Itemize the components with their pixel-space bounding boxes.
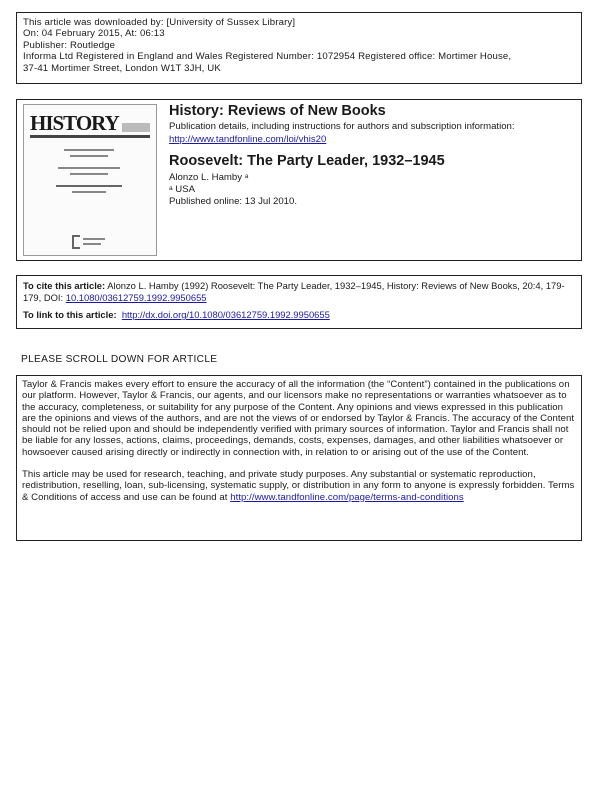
- journal-title: History: Reviews of New Books: [169, 103, 386, 119]
- author-name: Alonzo L. Hamby: [169, 172, 243, 183]
- journal-article-box: [16, 99, 582, 261]
- cover-text-line: [70, 155, 108, 157]
- disclaimer-paragraph: Taylor & Francis makes every effort to ensure the accuracy of all the information (the “Content”) contained in the publications on our platform. However, Taylor & Francis, our agents, and our licensors make no representations or warranties whatsoever as to the accuracy, completeness, or suitability for any purpose of the Content. Any opinions and views expressed in this publication are the opinions and views of the authors, and are not the views of or endorsed by Taylor & Francis. The accuracy of the Content should not be relied upon and should be independently verified with primary sources of information. Taylor and Francis shall not be liable for any losses, actions, claims, proceedings, demands, costs, expenses, damages, and other liabilities whatsoever or howsoever caused arising directly or indirectly in connection with, in relation to or arising out of the use of the Content.: [22, 379, 575, 458]
- citation-box: [16, 275, 582, 329]
- cover-text-line: [64, 149, 114, 151]
- cite-label: To cite this article:: [23, 280, 106, 291]
- cover-text-line: [56, 185, 122, 187]
- link-label: To link to this article:: [23, 309, 117, 320]
- cover-text-line: [72, 191, 106, 193]
- journal-url-link[interactable]: http://www.tandfonline.com/loi/vhis20: [169, 133, 327, 145]
- article-doi-url-link[interactable]: http://dx.doi.org/10.1080/03612759.1992.9950655: [121, 309, 330, 320]
- cover-logo-accent: [122, 123, 150, 132]
- article-author: [169, 172, 579, 184]
- journal-cover-image: [23, 104, 157, 256]
- download-line: This article was downloaded by: [University of Sussex Library]: [23, 17, 296, 28]
- cover-text-line: [58, 167, 120, 169]
- cite-paragraph: [23, 280, 575, 304]
- published-date: Published online: 13 Jul 2010.: [169, 196, 298, 207]
- affiliation-marker: a: [169, 185, 173, 192]
- article-title: Roosevelt: The Party Leader, 1932–1945: [169, 153, 445, 169]
- download-line: Informa Ltd Registered in England and Wales Registered Number: 1072954 Registered office: Mortimer House,: [23, 51, 512, 63]
- download-line: 37-41 Mortimer Street, London W1T 3JH, UK: [23, 62, 221, 74]
- download-line: Publisher: Routledge: [23, 39, 116, 51]
- usage-text: This article may be used for research, teaching, and private study purposes. Any substantial or systematic reproduction, redistribution, reselling, loan, sub-licensing, systematic supply, or distribution in any form to anyone is expressly forbidden. Terms & Conditions of access and use can be found at: [22, 469, 575, 503]
- download-notice-box: [16, 12, 582, 84]
- terms-box: [16, 375, 582, 541]
- link-paragraph: [23, 309, 575, 321]
- terms-conditions-link[interactable]: http://www.tandfonline.com/page/terms-and-conditions: [230, 491, 464, 503]
- article-affiliation: [169, 184, 579, 196]
- journal-cover-logo: HISTORY: [30, 111, 119, 135]
- scroll-down-notice: PLEASE SCROLL DOWN FOR ARTICLE: [21, 354, 218, 365]
- cite-text: Alonzo L. Hamby (1992) Roosevelt: The Party Leader, 1932–1945, History: Reviews of New Books, 20:4, 179-179, DOI:: [23, 280, 565, 303]
- affiliation-text: USA: [175, 184, 196, 195]
- cover-rule: [30, 135, 150, 138]
- publication-details: Publication details, including instructions for authors and subscription information:: [169, 121, 515, 132]
- doi-link[interactable]: 10.1080/03612759.1992.9950655: [65, 292, 207, 303]
- cover-text-line: [70, 173, 108, 175]
- usage-paragraph: [22, 469, 576, 503]
- journal-info: [169, 102, 579, 208]
- author-affiliation-marker: a: [244, 173, 249, 180]
- download-line: On: 04 February 2015, At: 06:13: [23, 28, 165, 40]
- publisher-logo-icon: [72, 235, 106, 249]
